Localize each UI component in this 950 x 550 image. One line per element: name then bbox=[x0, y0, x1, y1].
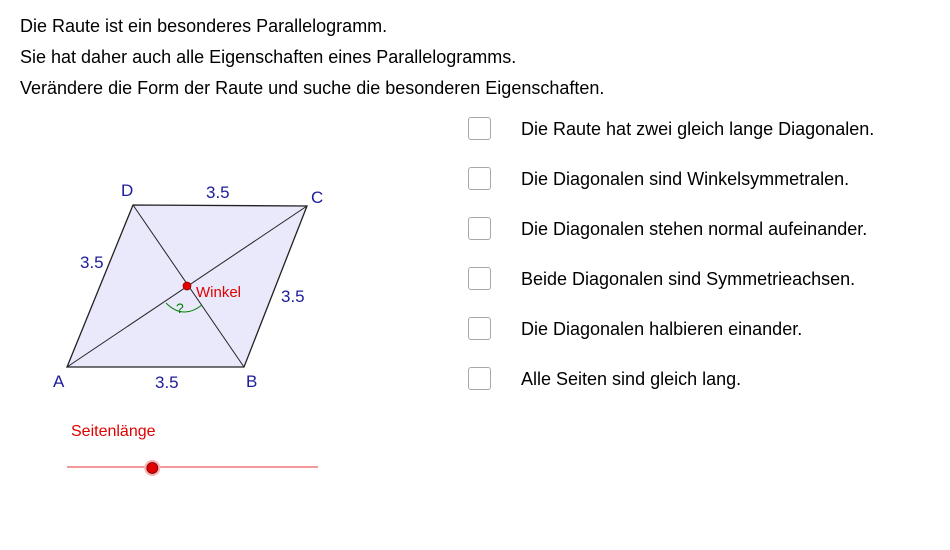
intro-line-2: Sie hat daher auch alle Eigenschaften eines Parallelogramms. bbox=[20, 47, 517, 67]
checkbox-label-bisect-each-other[interactable]: Die Diagonalen halbieren einander. bbox=[521, 319, 803, 339]
intersection-point[interactable] bbox=[183, 282, 191, 290]
side-length-cd: 3.5 bbox=[206, 183, 230, 202]
angle-label: ? bbox=[176, 300, 184, 316]
vertex-label-b: B bbox=[246, 372, 258, 391]
checkbox-angle-bisectors[interactable] bbox=[468, 167, 491, 190]
checkbox-label-equal-diagonals[interactable]: Die Raute hat zwei gleich lange Diagonalen. bbox=[521, 119, 875, 139]
vertex-label-a: A bbox=[53, 372, 65, 391]
checkbox-perpendicular[interactable] bbox=[468, 217, 491, 240]
intro-line-1: Die Raute ist ein besonderes Parallelogramm. bbox=[20, 16, 388, 36]
checkbox-equal-sides[interactable] bbox=[468, 367, 491, 390]
slider-handle[interactable] bbox=[147, 463, 158, 474]
side-length-slider[interactable] bbox=[67, 460, 318, 476]
slider-label: Seitenlänge bbox=[71, 423, 156, 440]
side-length-bc: 3.5 bbox=[281, 287, 305, 306]
side-length-ab: 3.5 bbox=[155, 373, 179, 392]
vertex-label-d: D bbox=[121, 181, 134, 200]
checkbox-label-perpendicular[interactable]: Die Diagonalen stehen normal aufeinander. bbox=[521, 219, 868, 239]
checkbox-symmetry-axes[interactable] bbox=[468, 267, 491, 290]
intro-line-3: Verändere die Form der Raute und suche die besonderen Eigenschaften. bbox=[20, 78, 605, 98]
intersection-label: Winkel bbox=[196, 284, 242, 301]
checkbox-label-angle-bisectors[interactable]: Die Diagonalen sind Winkelsymmetralen. bbox=[521, 169, 850, 189]
checkbox-equal-diagonals[interactable] bbox=[468, 117, 491, 140]
side-length-da: 3.5 bbox=[80, 253, 104, 272]
checkbox-bisect-each-other[interactable] bbox=[468, 317, 491, 340]
checkbox-label-symmetry-axes[interactable]: Beide Diagonalen sind Symmetrieachsen. bbox=[521, 269, 856, 289]
checkbox-label-equal-sides[interactable]: Alle Seiten sind gleich lang. bbox=[521, 369, 742, 389]
vertex-label-c: C bbox=[311, 188, 324, 207]
